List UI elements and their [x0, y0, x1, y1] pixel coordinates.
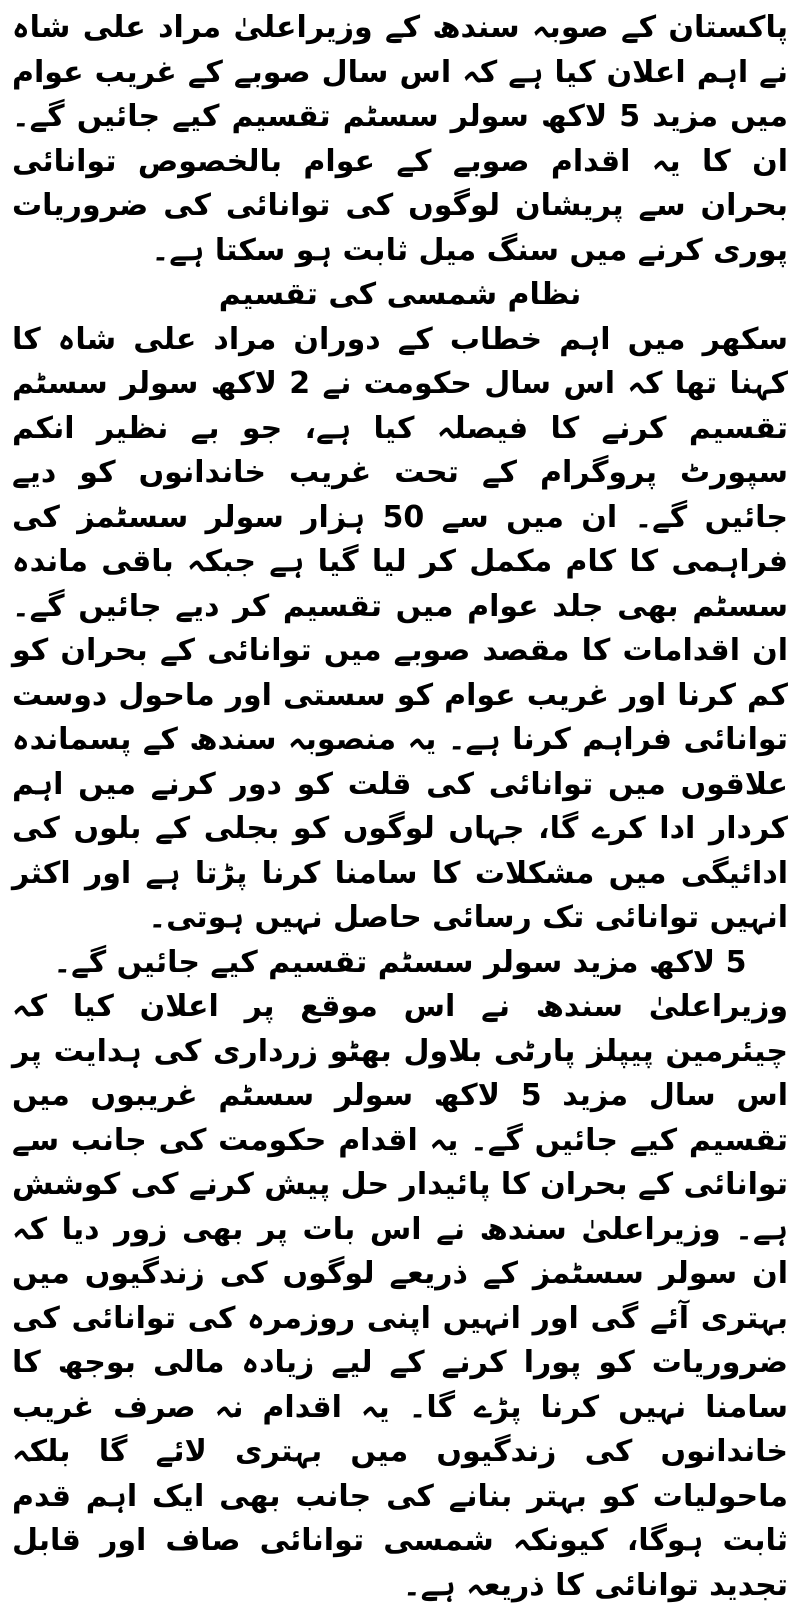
section1-paragraph: سکھر میں اہم خطاب کے دوران مراد علی شاہ کا کہنا تھا کہ اس سال حکومت نے 2 لاکھ سولر سسٹم تقسیم کرنے کا فیصلہ کیا ہے، جو بے نظیر انکم سپورٹ پروگرام کے تحت غریب خاندانوں کو دیے جائیں گے۔ ان میں سے 50 ہزار سولر سسٹمز کی فراہمی کا کام مکمل کر لیا گیا ہے جبکہ باقی ماندہ سسٹم بھی جلد عوام میں تقسیم کر دیے جائیں گے۔ ان اقدامات کا مقصد صوبے میں توانائی کے بحران کو کم کرنا اور غریب عوام کو سستی اور ماحول دوست توانائی فراہم کرنا ہے۔ یہ منصوبہ سندھ کے پسماندہ علاقوں میں توانائی کی قلت کو دور کرنے میں اہم کردار ادا کرے گا، جہاں لوگوں کو بجلی کے بلوں کی ادائیگی میں مشکلات کا سامنا کرنا پڑتا ہے اور اکثر انہیں توانائی تک رسائی حاصل نہیں ہوتی۔ — [12, 321, 788, 935]
section2-paragraph: وزیراعلیٰ سندھ نے اس موقع پر اعلان کیا کہ چیئرمین پیپلز پارٹی بلاول بھٹو زرداری کی ہدایت پر اس سال مزید 5 لاکھ سولر سسٹم غریبوں میں تقسیم کیے جائیں گے۔ یہ اقدام حکومت کی جانب سے توانائی کے بحران کا پائیدار حل پیش کرنے کی کوشش ہے۔ وزیراعلیٰ سندھ نے اس بات پر بھی زور دیا کہ ان سولر سسٹمز کے ذریعے لوگوں کی زندگیوں میں بہتری آئے گی اور انہیں اپنی روزمرہ کی توانائی کی ضروریات کو پورا کرنے کے لیے زیادہ مالی بوجھ کا سامنا نہیں کرنا پڑے گا۔ یہ اقدام نہ صرف غریب خاندانوں کی زندگیوں میں بہتری لائے گا بلکہ ماحولیات کو بہتر بنانے کی جانب بھی ایک اہم قدم ثابت ہوگا، کیونکہ شمسی توانائی صاف اور قابل تجدید توانائی کا ذریعہ ہے۔ — [12, 989, 789, 1603]
section-heading-solar-distribution: نظام شمسی کی تقسیم — [218, 277, 582, 312]
section-heading-additional-systems: 5 لاکھ مزید سولر سسٹم تقسیم کیے جائیں گے۔ — [53, 944, 747, 980]
intro-paragraph: پاکستان کے صوبہ سندھ کے وزیراعلیٰ مراد علی شاہ نے اہم اعلان کیا ہے کہ اس سال صوبے کے غریب عوام میں مزید 5 لاکھ سولر سسٹم تقسیم کیے جائیں گے۔ ان کا یہ اقدام صوبے کے عوام بالخصوص توانائی بحران سے پریشان لوگوں کی توانائی کی ضروریات پوری کرنے میں سنگ میل ثابت ہو سکتا ہے۔ — [12, 10, 788, 268]
